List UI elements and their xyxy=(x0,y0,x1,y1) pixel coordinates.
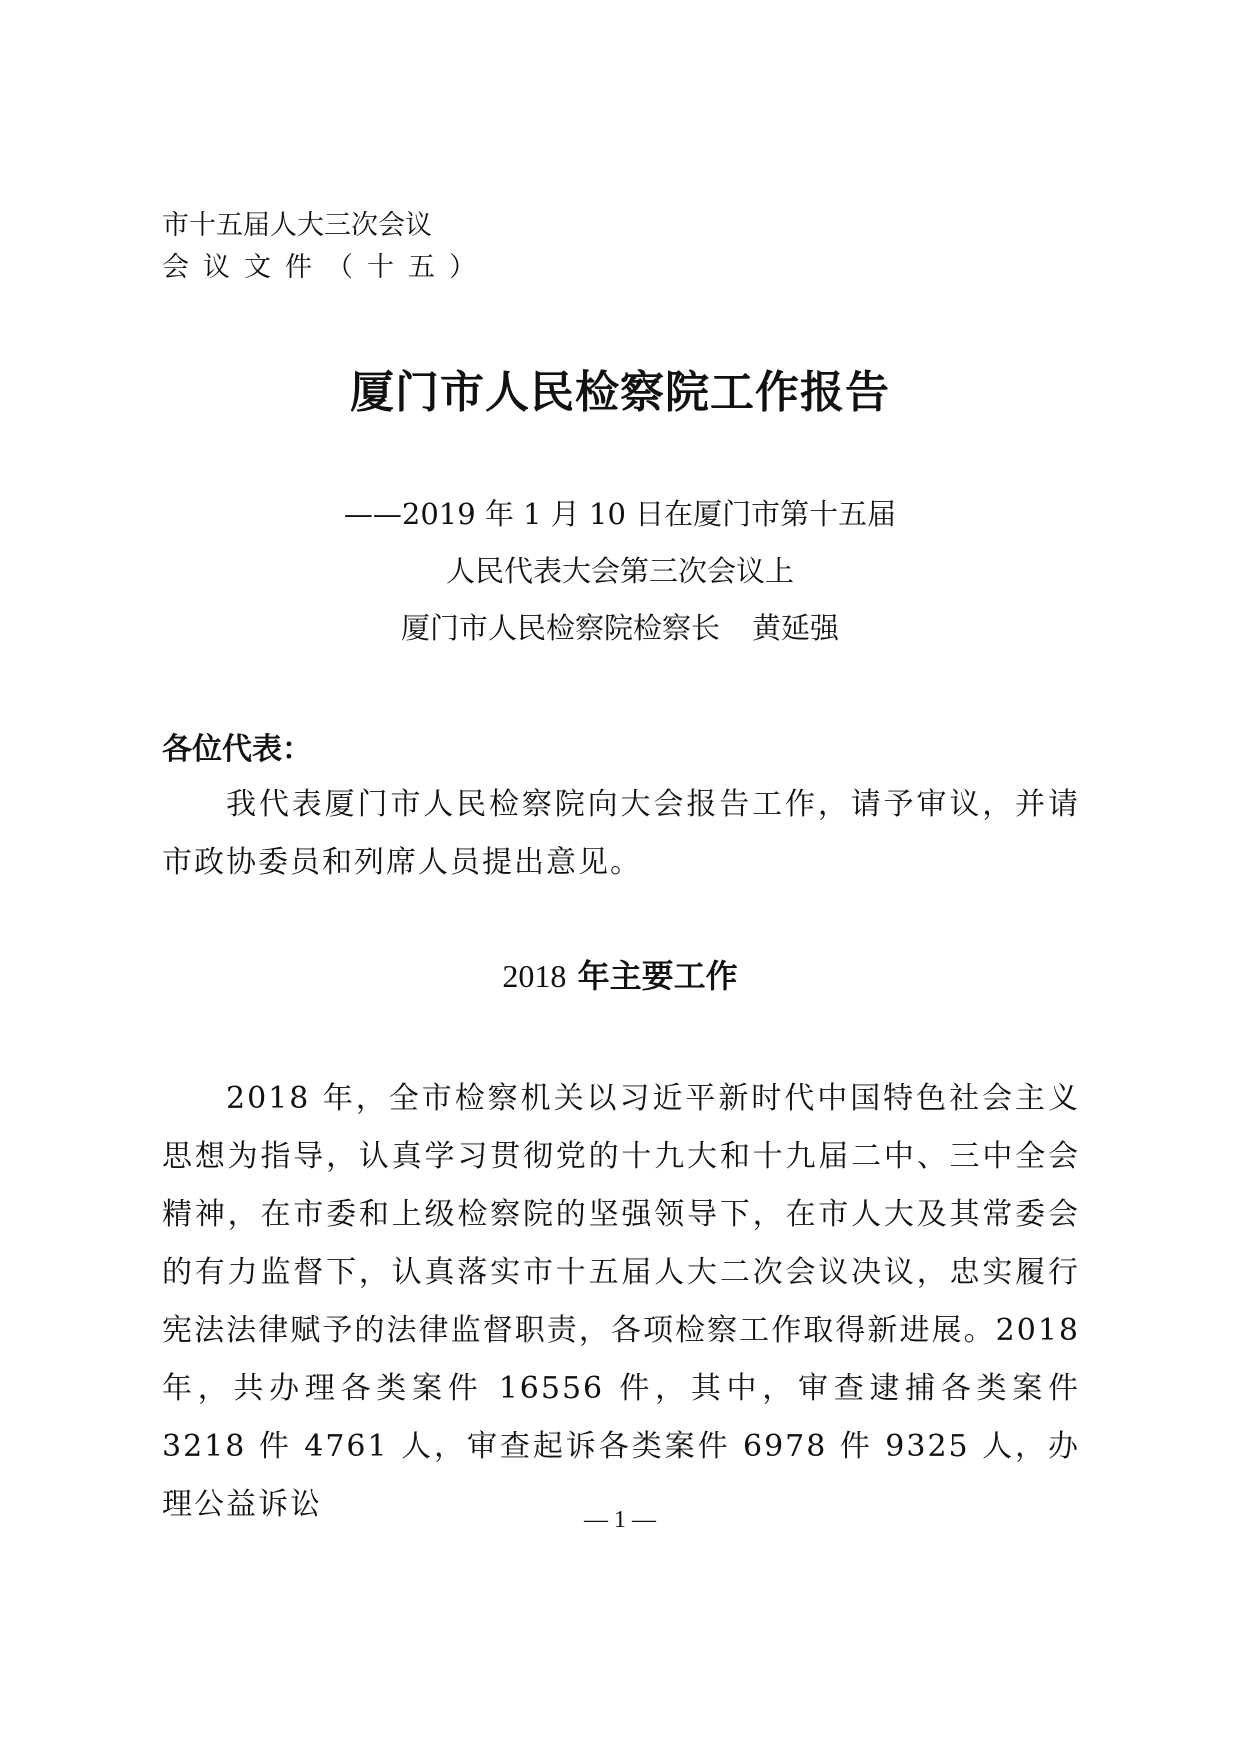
header-line-file-number: 会议文件（十五） xyxy=(162,252,490,283)
section-heading-year: 2018 xyxy=(502,958,567,994)
main-paragraph: 2018 年，全市检察机关以习近平新时代中国特色社会主义思想为指导，认真学习贯彻党的十九大和十九届二中、三中全会精神，在市委和上级检察院的坚强领导下，在市人大及其常委会的有力监督下，认真落实市十五届人大二次会议决议，忠实履行宪法法律赋予的法律监督职责，各项检察工作取得新进展。2018 年，共办理各类案件 16556 件，其中，审查逮捕各类案件 3218 件 4761 人，审查起诉各类案件 6978 件 9325 人，办理公益诉讼 xyxy=(162,1081,1080,1522)
header-line-session: 市十五届人大三次会议 xyxy=(162,210,432,241)
intro-paragraph: 我代表厦门市人民检察院向大会报告工作，请予审议，并请市政协委员和列席人员提出意见。 xyxy=(162,787,1080,880)
page-number: — 1 — xyxy=(584,1507,656,1533)
page-title: 厦门市人民检察院工作报告 xyxy=(350,367,890,418)
subtitle-line-meeting: 人民代表大会第三次会议上 xyxy=(445,554,794,588)
speaker-name: 黄延强 xyxy=(752,611,840,645)
document-header xyxy=(162,205,490,289)
subtitle-line-date: ——2019 年 1 月 10 日在厦门市第十五届 xyxy=(343,497,897,531)
salutation: 各位代表： xyxy=(162,732,312,767)
section-heading-text: 年主要工作 xyxy=(577,957,738,995)
subtitle-block xyxy=(0,486,1240,657)
speaker-role: 厦门市人民检察院检察长 xyxy=(400,611,720,645)
section-heading xyxy=(0,951,1240,997)
subtitle-line-speaker xyxy=(0,600,1240,657)
